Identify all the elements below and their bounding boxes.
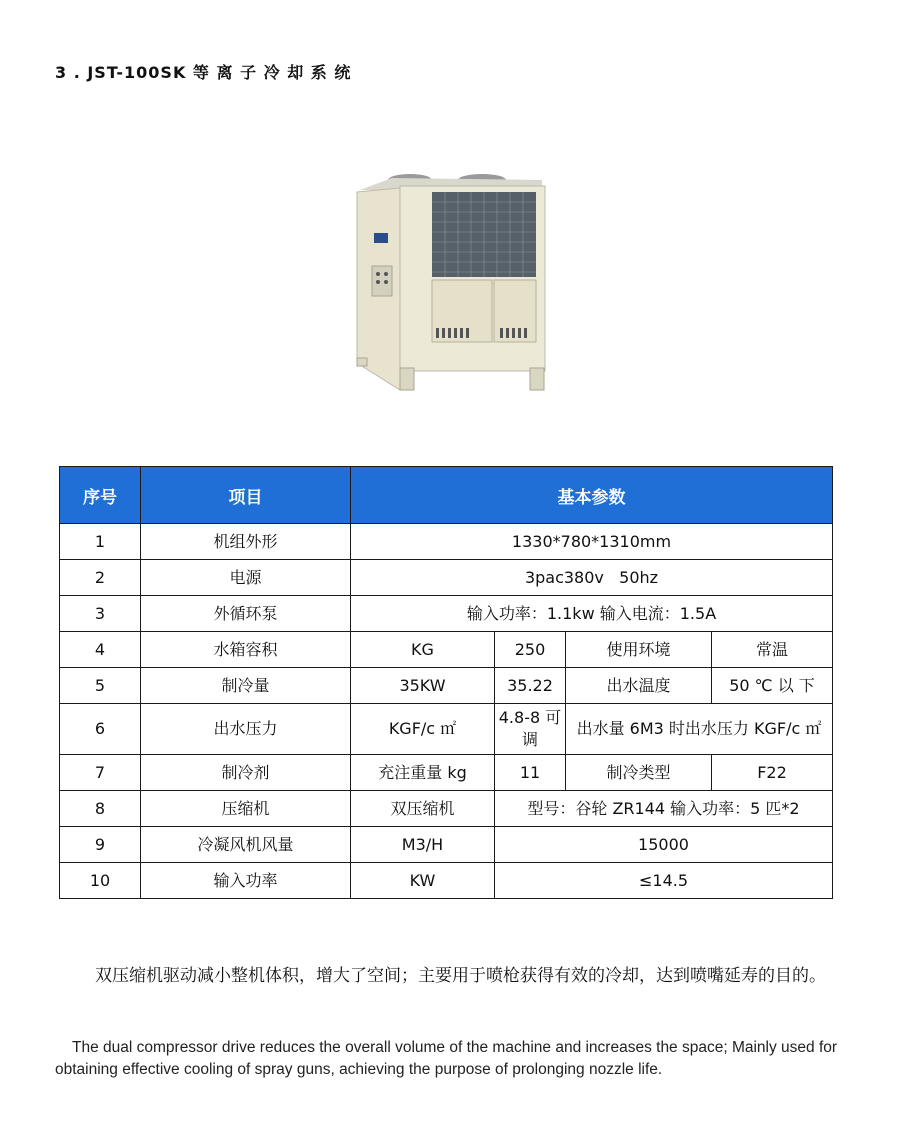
cell-no: 4 <box>60 632 141 668</box>
cell-no: 2 <box>60 560 141 596</box>
table-row <box>60 704 833 755</box>
cell-item: 制冷量 <box>141 668 351 704</box>
cell-unit: 35KW <box>351 668 495 704</box>
cell-unit: KW <box>351 863 495 899</box>
cell-item: 水箱容积 <box>141 632 351 668</box>
cell-value: 11 <box>495 755 566 791</box>
cell-unit: 双压缩机 <box>351 791 495 827</box>
table-row <box>60 755 833 791</box>
cell-unit: KGF/c ㎡ <box>351 704 495 755</box>
cell-value: 1330*780*1310mm <box>351 524 833 560</box>
cell-unit: KG <box>351 632 495 668</box>
cell-value: 常温 <box>712 632 833 668</box>
cell-value: 50 ℃ 以 下 <box>712 668 833 704</box>
table-header-row <box>60 467 833 524</box>
cell-item: 冷凝风机风量 <box>141 827 351 863</box>
header-no: 序号 <box>60 467 141 524</box>
cell-value: 35.22 <box>495 668 566 704</box>
cell-no: 6 <box>60 704 141 755</box>
table-row <box>60 827 833 863</box>
cell-unit: 充注重量 kg <box>351 755 495 791</box>
cell-item: 出水压力 <box>141 704 351 755</box>
cell-item: 压缩机 <box>141 791 351 827</box>
cell-no: 8 <box>60 791 141 827</box>
cell-value: 输入功率：1.1kw 输入电流：1.5A <box>351 596 833 632</box>
cell-value: 15000 <box>495 827 833 863</box>
cell-item: 外循环泵 <box>141 596 351 632</box>
cell-note: 出水量 6M3 时出水压力 KGF/c ㎡ <box>566 704 833 755</box>
table-row <box>60 863 833 899</box>
cell-item: 制冷剂 <box>141 755 351 791</box>
cell-no: 9 <box>60 827 141 863</box>
chiller-unit-image <box>352 168 552 393</box>
cell-value: 3pac380v 50hz <box>351 560 833 596</box>
cell-item: 机组外形 <box>141 524 351 560</box>
cell-unit: M3/H <box>351 827 495 863</box>
cell-no: 3 <box>60 596 141 632</box>
table-row <box>60 632 833 668</box>
cell-label: 使用环境 <box>566 632 712 668</box>
header-item: 项目 <box>141 467 351 524</box>
cell-value: 250 <box>495 632 566 668</box>
table-row <box>60 791 833 827</box>
cell-no: 5 <box>60 668 141 704</box>
cell-item: 输入功率 <box>141 863 351 899</box>
cell-label: 出水温度 <box>566 668 712 704</box>
cell-no: 1 <box>60 524 141 560</box>
cell-no: 7 <box>60 755 141 791</box>
cell-note: 型号：谷轮 ZR144 输入功率：5 匹*2 <box>495 791 833 827</box>
cell-value: 4.8-8 可调 <box>495 704 566 755</box>
table-row <box>60 668 833 704</box>
spec-table <box>59 466 833 899</box>
section-heading: 3 . JST-100SK 等 离 子 冷 却 系 统 <box>55 63 352 82</box>
table-row <box>60 560 833 596</box>
table-row <box>60 524 833 560</box>
cell-label: 制冷类型 <box>566 755 712 791</box>
description-english: The dual compressor drive reduces the overall volume of the machine and increases the space; Mainly used for obtaining effective cooling of spray guns, achieving the purpose of prolonging nozzle life. <box>55 1039 838 1078</box>
cell-value: F22 <box>712 755 833 791</box>
cell-no: 10 <box>60 863 141 899</box>
cell-item: 电源 <box>141 560 351 596</box>
table-row <box>60 596 833 632</box>
description-chinese: 双压缩机驱动减小整机体积，增大了空间；主要用于喷枪获得有效的冷却，达到喷嘴延寿的目的。 <box>95 966 826 986</box>
header-params: 基本参数 <box>351 467 833 524</box>
cell-value: ≤14.5 <box>495 863 833 899</box>
